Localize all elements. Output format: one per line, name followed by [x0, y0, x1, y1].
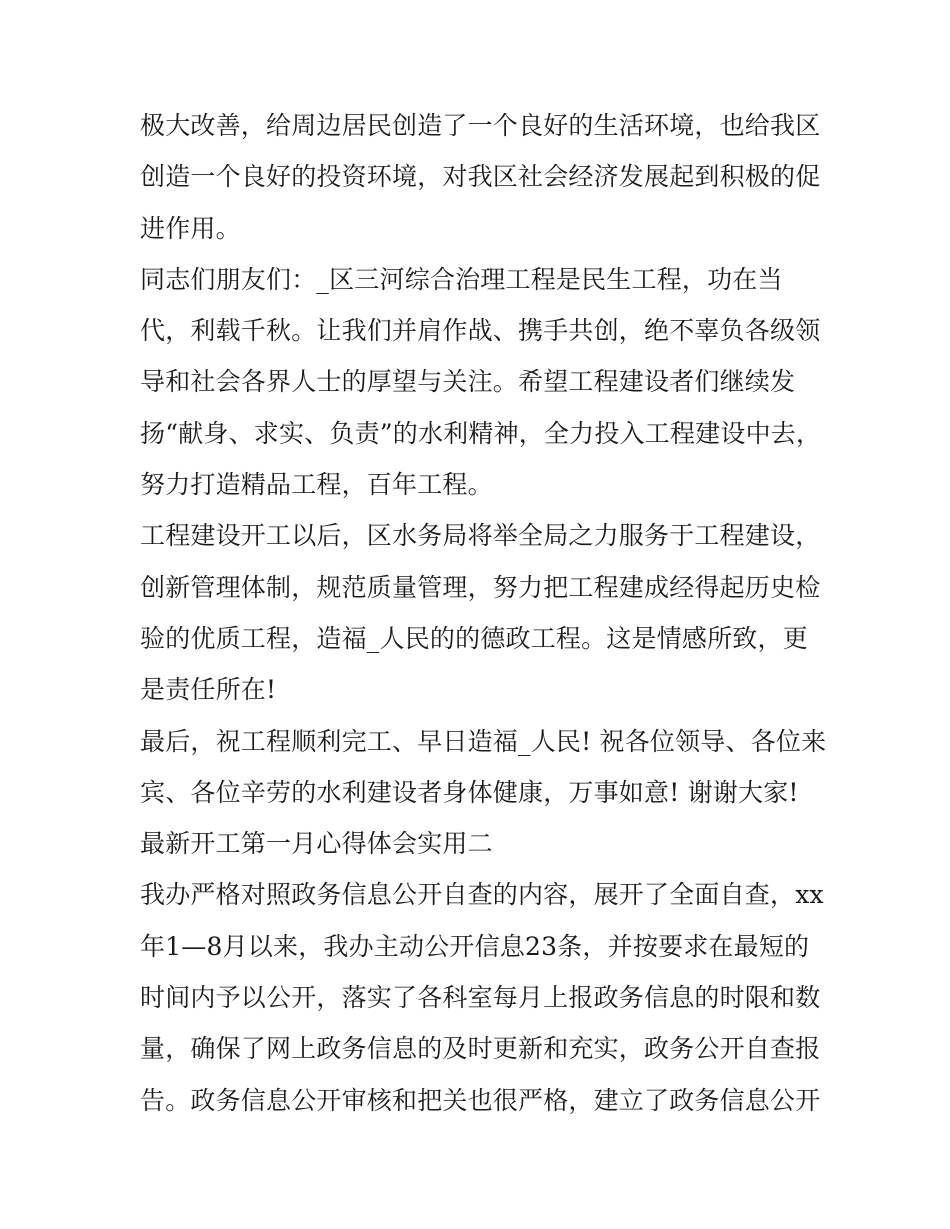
- text-line: 时间内予以公开，落实了各科室每月上报政务信息的时限和数: [140, 983, 821, 1013]
- document-body: [140, 100, 827, 1126]
- text-line: 宾、各位辛劳的水利建设者身体健康，万事如意! 谢谢大家!: [140, 777, 799, 807]
- text-line: 最后，祝工程顺利完工、早日造福_人民! 祝各位领导、各位来: [140, 726, 827, 756]
- text-line: 极大改善，给周边居民创造了一个良好的生活环境，也给我区: [140, 111, 821, 140]
- text-line: 年1—8月以来，我办主动公开信息23条，并按要求在最短的: [140, 931, 810, 961]
- text-line: 我办严格对照政务信息公开自查的内容，展开了全面自查，xx: [140, 880, 824, 910]
- text-line: 验的优质工程，造福_人民的的德政工程。这是情感所致，更: [140, 623, 808, 653]
- text-line: 是责任所在!: [140, 675, 277, 705]
- text-line: 扬“献身、求实、负责”的水利精神，全力投入工程建设中去，: [140, 418, 822, 448]
- text-line: 量，确保了网上政务信息的及时更新和充实，政务公开自查报: [140, 1034, 821, 1064]
- text-line: 导和社会各界人士的厚望与关注。希望工程建设者们继续发: [140, 367, 796, 397]
- section-heading: 最新开工第一月心得体会实用二: [140, 829, 493, 859]
- text-line: 创新管理体制，规范质量管理，努力把工程建成经得起历史检: [140, 572, 821, 602]
- text-line: 努力打造精品工程，百年工程。: [140, 470, 493, 500]
- text-line: 告。政务信息公开审核和把关也很严格，建立了政务信息公开: [140, 1085, 821, 1115]
- text-line: 创造一个良好的投资环境，对我区社会经济发展起到积极的促: [140, 162, 821, 192]
- text-line: 工程建设开工以后，区水务局将举全局之力服务于工程建设，: [140, 521, 821, 551]
- text-line: 进作用。: [140, 213, 241, 243]
- text-line: 同志们朋友们：_区三河综合治理工程是民生工程，功在当: [140, 264, 783, 294]
- text-line: 代，利载千秋。让我们并肩作战、携手共创，绝不辜负各级领: [140, 316, 821, 346]
